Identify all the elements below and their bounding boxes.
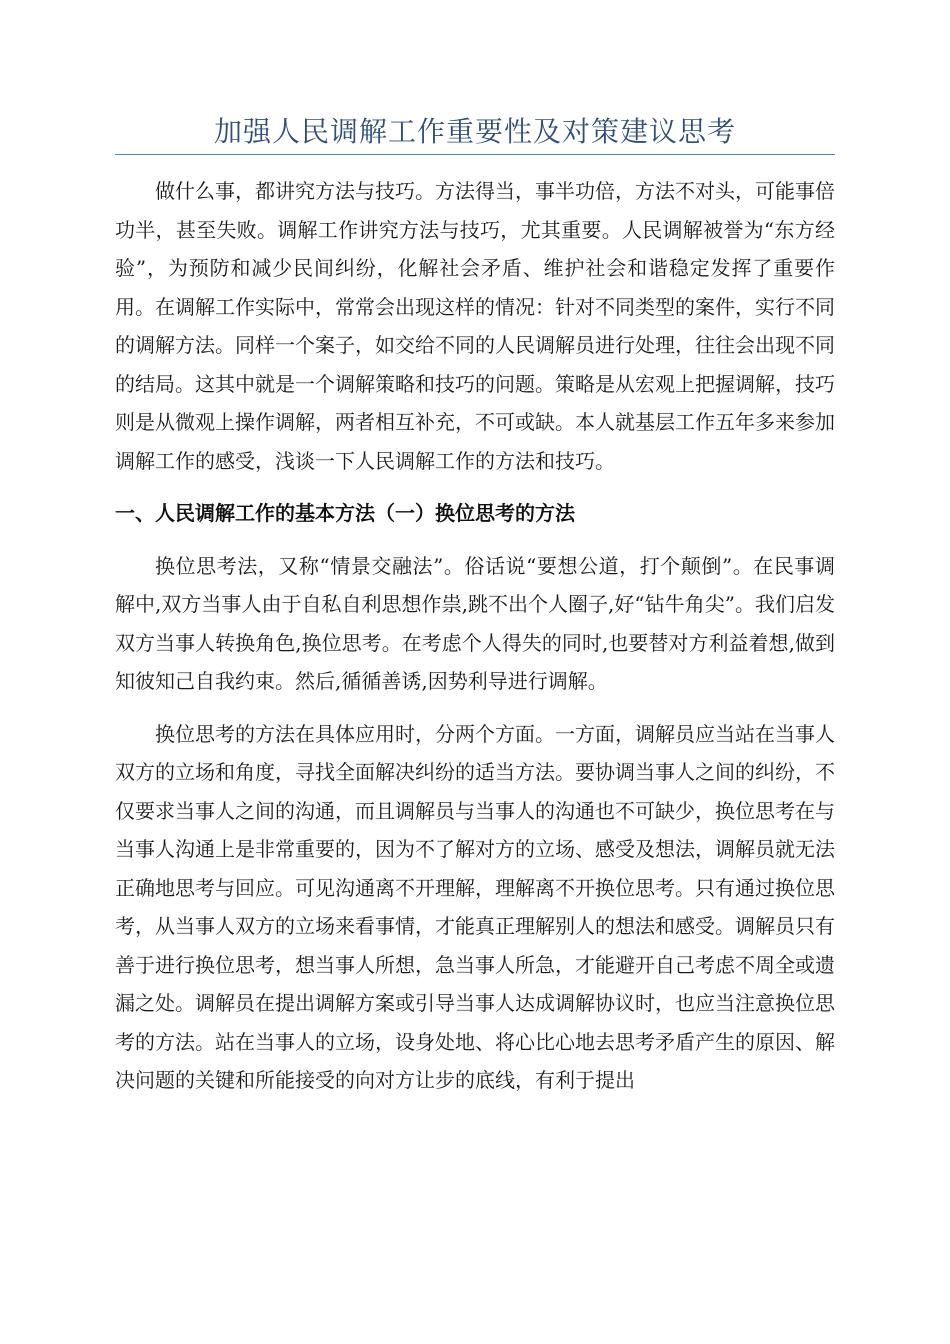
document-body — [115, 172, 835, 1100]
paragraph-intro: 做什么事，都讲究方法与技巧。方法得当，事半功倍，方法不对头，可能事倍功半，甚至失败。调解工作讲究方法与技巧，尤其重要。人民调解被誉为“东方经验”，为预防和减少民间纠纷，化解社会矛盾、维护社会和谐稳定发挥了重要作用。在调解工作实际中，常常会出现这样的情况：针对不同类型的案件，实行不同的调解方法。同样一个案子，如交给不同的人民调解员进行处理，往往会出现不同的结局。这其中就是一个调解策略和技巧的问题。策略是从宏观上把握调解，技巧则是从微观上操作调解，两者相互补充，不可或缺。本人就基层工作五年多来参加调解工作的感受，浅谈一下人民调解工作的方法和技巧。 — [115, 179, 835, 473]
title-underline — [115, 154, 835, 155]
section-heading: 一、人民调解工作的基本方法（一）换位思考的方法 — [115, 501, 575, 525]
document-title: 加强人民调解工作重要性及对策建议思考 — [213, 115, 736, 148]
paragraph-perspective-application: 换位思考的方法在具体应用时，分两个方面。一方面，调解员应当站在当事人双方的立场和角度，寻找全面解决纠纷的适当方法。要协调当事人之间的纠纷，不仅要求当事人之间的沟通，而且调解员与当事人的沟通也不可缺少，换位思考在与当事人沟通上是非常重要的，因为不了解对方的立场、感受及想法，调解员就无法正确地思考与回应。可见沟通离不开理解，理解离不开换位思考。只有通过换位思考，从当事人双方的立场来看事情，才能真正理解别人的想法和感受。调解员只有善于进行换位思考，想当事人所想，急当事人所急，才能避开自己考虑不周全或遗漏之处。调解员在提出调解方案或引导当事人达成调解协议时，也应当注意换位思考的方法。站在当事人的立场，设身处地、将心比心地去思考矛盾产生的原因、解决问题的关键和所能接受的向对方让步的底线，有利于提出 — [115, 721, 835, 1092]
paragraph-perspective-taking: 换位思考法，又称“情景交融法”。俗话说“要想公道，打个颠倒”。在民事调解中,双方当事人由于自私自利思想作祟,跳不出个人圈子,好“钻牛角尖”。我们启发双方当事人转换角色,换位思考。在考虑个人得失的同时,也要替对方利益着想,做到知彼知己自我约束。然后,循循善诱,因势利导进行调解。 — [115, 553, 835, 693]
